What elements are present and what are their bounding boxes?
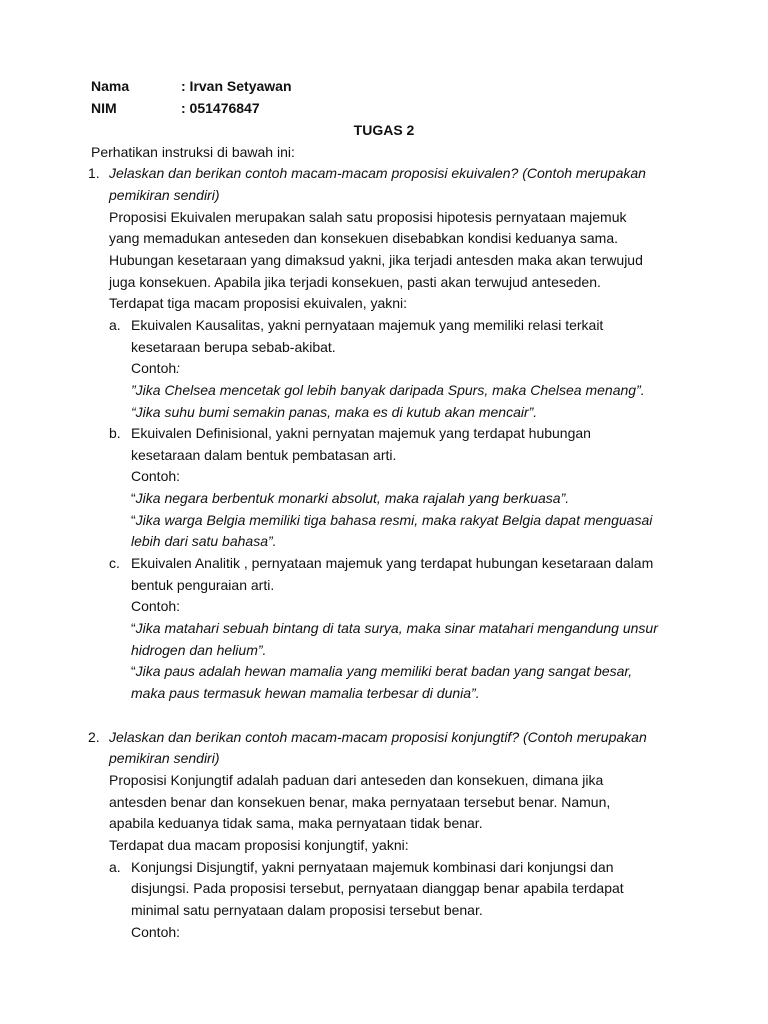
q1c-example2-cont: maka paus termasuk hewan mamalia terbesar di dunia”. [131,685,480,701]
q2a-line1: Konjungsi Disjungtif, yakni pernyataan majemuk kombinasi dari konjungsi dan [131,859,614,875]
q2a-marker: a. [109,859,121,875]
q1-answer-line: Proposisi Ekuivalen merupakan salah satu proposisi hipotesis pernyataan majemuk [109,209,627,225]
q2-number: 2. [88,729,100,745]
q1c-example1: “Jika matahari sebuah bintang di tata surya, maka sinar matahari mengandung unsur [131,620,658,636]
q1a-line2: kesetaraan berupa sebab-akibat. [131,339,336,355]
q1a-example2: “Jika suhu bumi semakin panas, maka es di kutub akan mencair”. [131,404,538,420]
name-label: Nama [91,78,130,94]
q1b-contoh-label: Contoh: [131,468,181,484]
q1c-contoh-label: Contoh: [131,598,181,614]
q1a-example1: ”Jika Chelsea mencetak gol lebih banyak daripada Spurs, maka Chelsea menang”. [131,382,645,398]
intro-text: Perhatikan instruksi di bawah ini: [91,144,295,160]
nim-value: : 051476847 [181,100,260,116]
name-value: : Irvan Setyawan [181,78,292,94]
q2-question-line1: Jelaskan dan berikan contoh macam-macam proposisi konjungtif? (Contoh merupakan [109,729,647,745]
q1c-example2: “Jika paus adalah hewan mamalia yang memiliki berat badan yang sangat besar, [131,663,633,679]
q2-question-line2: pemikiran sendiri) [109,750,220,766]
q1b-line1: Ekuivalen Definisional, yakni pernyatan majemuk yang terdapat hubungan [131,425,591,441]
q1a-contoh-label: Contoh: [131,360,181,376]
q1-question-line2: pemikiran sendiri) [109,187,220,203]
q1a-marker: a. [109,317,121,333]
q2-answer-line: apabila keduanya tidak sama, maka pernyataan tidak benar. [109,815,483,831]
q2-answer-line: Proposisi Konjungtif adalah paduan dari anteseden dan konsekuen, dimana jika [109,772,604,788]
q1c-example1-cont: hidrogen dan helium”. [131,642,267,658]
q2a-line2: disjungsi. Pada proposisi tersebut, pernyataan dianggap benar apabila terdapat [131,880,624,896]
q1-answer-line: yang memadukan anteseden dan konsekuen disebabkan kondisi keduanya sama. [109,230,619,246]
q2a-line3: minimal satu pernyataan dalam proposisi tersebut benar. [131,902,483,918]
document-title: TUGAS 2 [353,122,415,138]
q1c-marker: c. [109,555,120,571]
q1-answer-line: Terdapat tiga macam proposisi ekuivalen, yakni: [109,295,408,311]
q1-question-line1: Jelaskan dan berikan contoh macam-macam proposisi ekuivalen? (Contoh merupakan [109,165,646,181]
nim-label: NIM [91,100,117,116]
q1b-marker: b. [109,425,121,441]
q1-answer-line: juga konsekuen. Apabila jika terjadi konsekuen, pasti akan terwujud anteseden. [109,274,601,290]
q1c-line2: bentuk penguraian arti. [131,577,275,593]
q2a-contoh-label: Contoh: [131,924,181,940]
q1-number: 1. [88,165,100,181]
q2-answer-line: antesden benar dan konsekuen benar, maka pernyataan tersebut benar. Namun, [109,794,611,810]
q1c-line1: Ekuivalen Analitik , pernyataan majemuk yang terdapat hubungan kesetaraan dalam [131,555,654,571]
q1-answer-line: Hubungan kesetaraan yang dimaksud yakni, jika terjadi antesden maka akan terwujud [109,252,643,268]
q1b-line2: kesetaraan dalam bentuk pembatasan arti. [131,447,397,463]
q1a-line1: Ekuivalen Kausalitas, yakni pernyataan majemuk yang memiliki relasi terkait [131,317,604,333]
q1b-example1: “Jika negara berbentuk monarki absolut, maka rajalah yang berkuasa”. [131,490,570,506]
q1b-example2: “Jika warga Belgia memiliki tiga bahasa resmi, maka rakyat Belgia dapat menguasai [131,512,653,528]
q1b-example2-cont: lebih dari satu bahasa”. [131,533,277,549]
q2-answer-line: Terdapat dua macam proposisi konjungtif, yakni: [109,837,409,853]
